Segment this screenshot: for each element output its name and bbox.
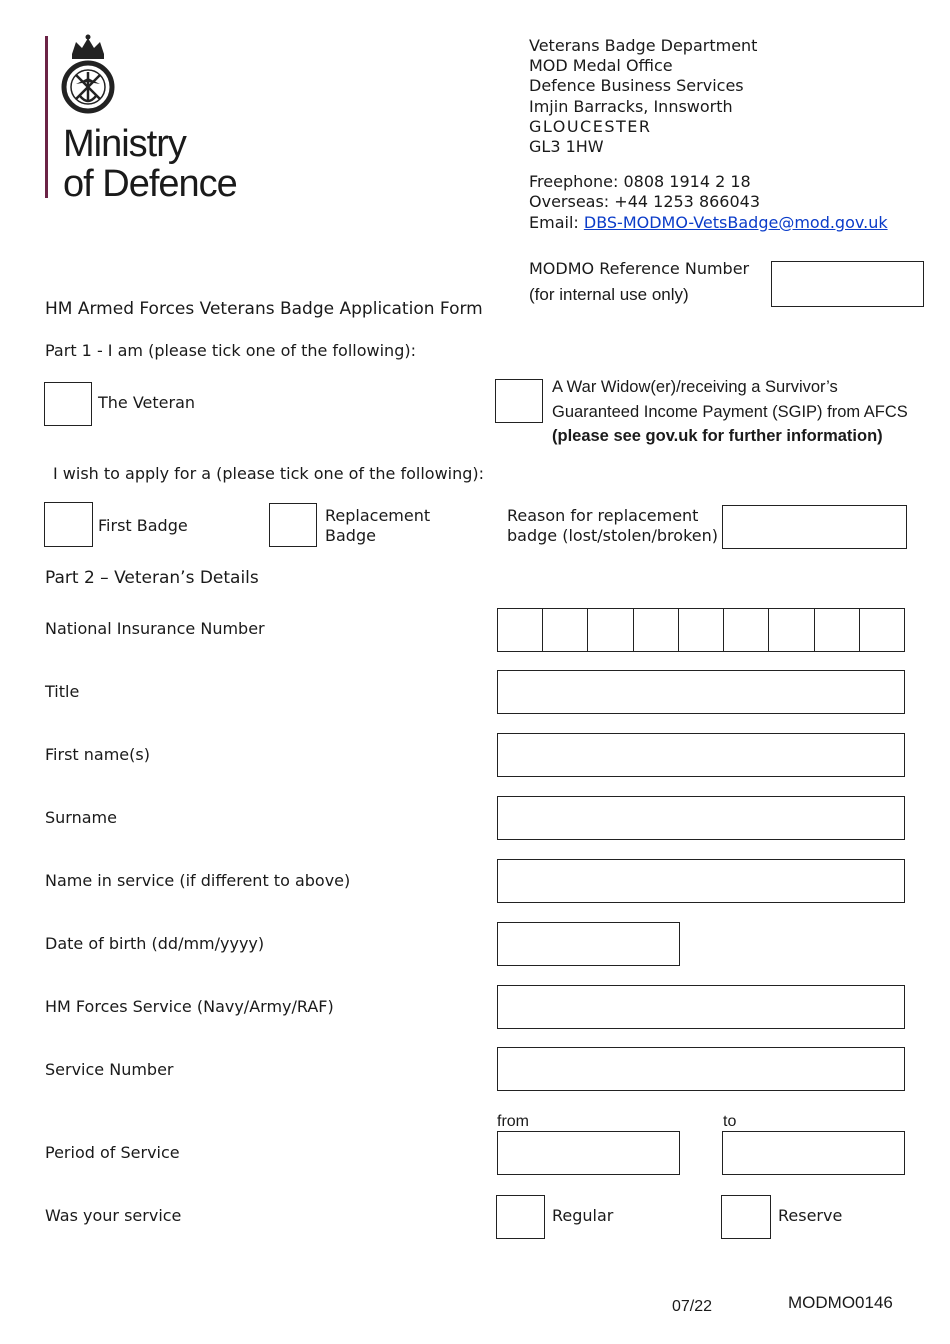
reference-note: (for internal use only): [529, 285, 689, 304]
part1-heading: Part 1 - I am (please tick one of the following):: [45, 341, 416, 360]
address-line: Defence Business Services: [529, 76, 744, 96]
first-name-field[interactable]: [497, 733, 905, 777]
forces-service-field[interactable]: [497, 985, 905, 1029]
first-badge-label: First Badge: [98, 516, 188, 535]
ni-character-box[interactable]: [679, 609, 724, 651]
ni-character-box[interactable]: [543, 609, 588, 651]
reason-line-2: badge (lost/stolen/broken): [507, 526, 718, 545]
dob-label: Date of birth (dd/mm/yyyy): [45, 934, 265, 953]
war-widow-checkbox[interactable]: [495, 379, 543, 423]
ni-character-box[interactable]: [815, 609, 860, 651]
service-number-field[interactable]: [497, 1047, 905, 1091]
freephone-number: Freephone: 0808 1914 2 18: [529, 172, 751, 192]
ni-number-field: [497, 608, 905, 652]
apply-heading: I wish to apply for a (please tick one of the following):: [53, 464, 485, 483]
regular-label: Regular: [552, 1206, 614, 1225]
period-label: Period of Service: [45, 1143, 180, 1162]
veteran-label: The Veteran: [98, 393, 196, 412]
from-label: from: [497, 1113, 529, 1130]
surname-field[interactable]: [497, 796, 905, 840]
replacement-badge-checkbox[interactable]: [269, 503, 317, 547]
email-line: [529, 213, 888, 233]
war-widow-line-2: Guaranteed Income Payment (SGIP) from AFCS: [552, 402, 908, 421]
overseas-number: Overseas: +44 1253 866043: [529, 192, 761, 212]
service-name-label: Name in service (if different to above): [45, 871, 351, 890]
replacement-badge-label: [325, 506, 430, 546]
ni-character-box[interactable]: [634, 609, 679, 651]
replacement-reason-field[interactable]: [722, 505, 907, 549]
ni-character-box[interactable]: [498, 609, 543, 651]
period-to-field[interactable]: [722, 1131, 905, 1175]
veteran-checkbox[interactable]: [44, 382, 92, 426]
to-label: to: [723, 1113, 737, 1130]
logo-line-2: of Defence: [63, 163, 237, 205]
replacement-line-2: Badge: [325, 526, 376, 545]
brand-bar: [45, 36, 48, 198]
form-version-date: 07/22: [672, 1298, 713, 1315]
replacement-reason-label: [507, 506, 718, 546]
surname-label: Surname: [45, 808, 117, 827]
organisation-logo-text: [63, 124, 237, 204]
first-badge-checkbox[interactable]: [44, 502, 93, 547]
was-service-label: Was your service: [45, 1206, 182, 1225]
period-from-field[interactable]: [497, 1131, 680, 1175]
reference-number-field[interactable]: [771, 261, 924, 307]
royal-crest-icon: [58, 34, 118, 116]
email-label: Email:: [529, 212, 584, 232]
address-block: [529, 36, 888, 233]
service-name-field[interactable]: [497, 859, 905, 903]
address-line: MOD Medal Office: [529, 56, 673, 76]
address-line: Veterans Badge Department: [529, 36, 758, 55]
form-title: HM Armed Forces Veterans Badge Application Form: [45, 299, 483, 319]
reserve-checkbox[interactable]: [721, 1195, 771, 1239]
address-line: GL3 1HW: [529, 137, 604, 157]
address-line: Imjin Barracks, Innsworth: [529, 96, 733, 116]
title-label: Title: [45, 682, 80, 701]
forces-service-label: HM Forces Service (Navy/Army/RAF): [45, 997, 334, 1016]
ni-character-box[interactable]: [769, 609, 814, 651]
ni-label: National Insurance Number: [45, 619, 265, 638]
dob-field[interactable]: [497, 922, 680, 966]
ni-character-box[interactable]: [588, 609, 633, 651]
regular-checkbox[interactable]: [496, 1195, 545, 1239]
form-code: MODMO0146: [788, 1293, 893, 1312]
email-link[interactable]: DBS-MODMO-VetsBadge@mod.gov.uk: [583, 212, 888, 232]
reference-label: MODMO Reference Number: [529, 259, 750, 278]
ni-character-box[interactable]: [860, 609, 904, 651]
title-field[interactable]: [497, 670, 905, 714]
first-name-label: First name(s): [45, 745, 150, 764]
reserve-label: Reserve: [778, 1206, 843, 1225]
logo-line-1: Ministry: [63, 123, 186, 165]
service-number-label: Service Number: [45, 1060, 174, 1079]
replacement-line-1: Replacement: [325, 506, 431, 525]
part2-heading: Part 2 – Veteran’s Details: [45, 568, 259, 588]
war-widow-label: [552, 375, 908, 449]
war-widow-line-1: A War Widow(er)/receiving a Survivor’s: [552, 378, 838, 396]
reason-line-1: Reason for replacement: [507, 506, 699, 525]
ni-character-box[interactable]: [724, 609, 769, 651]
war-widow-note: (please see gov.uk for further information): [552, 427, 883, 445]
address-line: GLOUCESTER: [529, 116, 652, 136]
